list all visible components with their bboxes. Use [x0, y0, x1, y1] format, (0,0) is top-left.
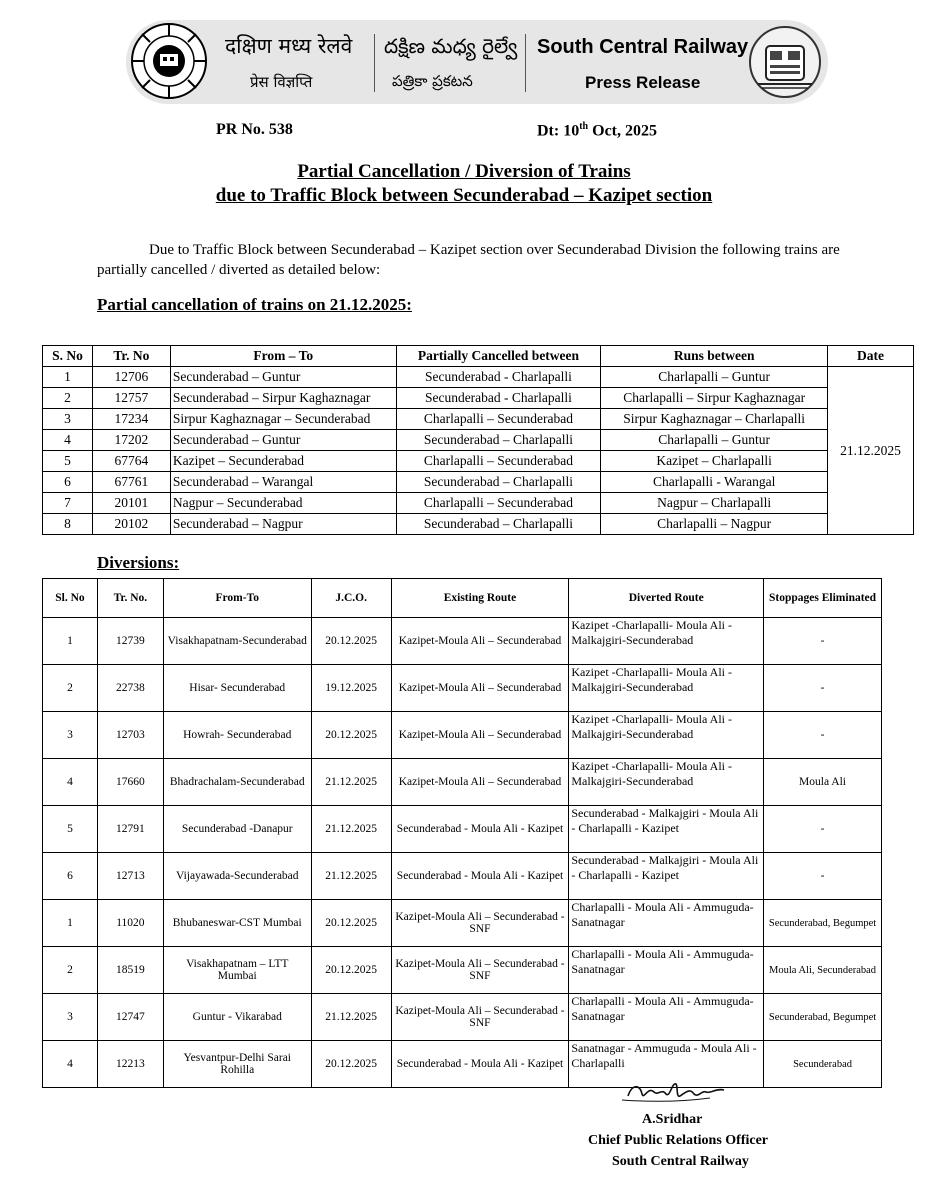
cell-train-no: 20101: [92, 493, 170, 514]
cell-diverted-route: Kazipet -Charlapalli- Moula Ali - Malkajgiri-Secunderabad: [569, 665, 764, 712]
cell-from-to: Hisar- Secunderabad: [163, 665, 311, 712]
cell-cancelled-between: Charlapalli – Secunderabad: [396, 493, 601, 514]
cell-diverted-route: Sanatnagar - Ammuguda - Moula Ali - Charlapalli: [569, 1041, 764, 1088]
cell-from-to: Kazipet – Secunderabad: [170, 451, 396, 472]
cell-diverted-route: Kazipet -Charlapalli- Moula Ali - Malkajgiri-Secunderabad: [569, 618, 764, 665]
col-header: S. No: [43, 346, 93, 367]
cell-existing-route: Secunderabad - Moula Ali - Kazipet: [391, 806, 569, 853]
cell-diverted-route: Charlapalli - Moula Ali - Ammuguda- Sanatnagar: [569, 900, 764, 947]
cell-sno: 6: [43, 853, 98, 900]
cell-train-no: 11020: [97, 900, 163, 947]
cell-stoppages: -: [764, 618, 882, 665]
cell-from-to: Secunderabad – Warangal: [170, 472, 396, 493]
cell-from-to: Howrah- Secunderabad: [163, 712, 311, 759]
table-row: [43, 409, 914, 430]
cell-sno: 8: [43, 514, 93, 535]
cell-runs-between: Charlapalli – Sirpur Kaghaznagar: [601, 388, 828, 409]
cell-stoppages: Secunderabad, Begumpet: [764, 994, 882, 1041]
table-header-row: [43, 346, 914, 367]
cell-from-to: Visakhapatnam – LTT Mumbai: [163, 947, 311, 994]
header-telugu-subtitle: పత్రికా ప్రకటన: [392, 72, 473, 90]
cell-stoppages: Moula Ali, Secunderabad: [764, 947, 882, 994]
cell-runs-between: Kazipet – Charlapalli: [601, 451, 828, 472]
cell-from-to: Guntur - Vikarabad: [163, 994, 311, 1041]
cell-jco: 20.12.2025: [311, 1041, 391, 1088]
cell-sno: 4: [43, 430, 93, 451]
cell-train-no: 12213: [97, 1041, 163, 1088]
cell-train-no: 12747: [97, 994, 163, 1041]
col-header: Tr. No: [92, 346, 170, 367]
cell-from-to: Vijayawada-Secunderabad: [163, 853, 311, 900]
cell-sno: 5: [43, 806, 98, 853]
cell-runs-between: Charlapalli - Warangal: [601, 472, 828, 493]
cell-jco: 20.12.2025: [311, 947, 391, 994]
cell-sno: 1: [43, 367, 93, 388]
cell-existing-route: Kazipet-Moula Ali – Secunderabad -SNF: [391, 994, 569, 1041]
cell-runs-between: Charlapalli – Nagpur: [601, 514, 828, 535]
table-row: [43, 900, 882, 947]
cancellation-heading: Partial cancellation of trains on 21.12.2025:: [97, 295, 412, 314]
cell-diverted-route: Charlapalli - Moula Ali - Ammuguda- Sanatnagar: [569, 947, 764, 994]
cell-stoppages: -: [764, 806, 882, 853]
cell-jco: 19.12.2025: [311, 665, 391, 712]
cell-train-no: 17660: [97, 759, 163, 806]
cell-jco: 20.12.2025: [311, 712, 391, 759]
col-header: Existing Route: [391, 579, 569, 618]
table-row: [43, 712, 882, 759]
cell-diverted-route: Secunderabad - Malkajgiri - Moula Ali - Charlapalli - Kazipet: [569, 806, 764, 853]
cell-cancelled-between: Charlapalli – Secunderabad: [396, 409, 601, 430]
cell-runs-between: Nagpur – Charlapalli: [601, 493, 828, 514]
cell-train-no: 12703: [97, 712, 163, 759]
col-header: Sl. No: [43, 579, 98, 618]
table-row: [43, 430, 914, 451]
press-release-number: PR No. 538: [216, 121, 293, 138]
col-header: Runs between: [601, 346, 828, 367]
header-english-subtitle: Press Release: [585, 73, 701, 92]
cell-train-no: 22738: [97, 665, 163, 712]
cell-stoppages: Secunderabad: [764, 1041, 882, 1088]
header-hindi-title: दक्षिण मध्य रेलवे: [225, 34, 353, 58]
table-row: [43, 618, 882, 665]
table-row: [43, 514, 914, 535]
cell-from-to: Visakhapatnam-Secunderabad: [163, 618, 311, 665]
cell-runs-between: Sirpur Kaghaznagar – Charlapalli: [601, 409, 828, 430]
table-row: [43, 806, 882, 853]
cell-jco: 21.12.2025: [311, 994, 391, 1041]
cell-train-no: 12706: [92, 367, 170, 388]
cell-train-no: 12713: [97, 853, 163, 900]
table-row: [43, 472, 914, 493]
cell-train-no: 12739: [97, 618, 163, 665]
page-title-line2: due to Traffic Block between Secunderabad – Kazipet section: [215, 185, 713, 206]
cell-cancelled-between: Secunderabad – Charlapalli: [396, 514, 601, 535]
table-row: [43, 388, 914, 409]
cell-sno: 3: [43, 712, 98, 759]
col-header: From – To: [170, 346, 396, 367]
table-row: [43, 853, 882, 900]
cell-jco: 21.12.2025: [311, 759, 391, 806]
cell-train-no: 12791: [97, 806, 163, 853]
table-row: [43, 665, 882, 712]
cell-sno: 5: [43, 451, 93, 472]
cell-train-no: 12757: [92, 388, 170, 409]
cell-cancelled-between: Secunderabad - Charlapalli: [396, 367, 601, 388]
table-row: [43, 1041, 882, 1088]
page-title-line1: Partial Cancellation / Diversion of Trains: [297, 161, 631, 182]
cell-train-no: 18519: [97, 947, 163, 994]
cell-jco: 20.12.2025: [311, 900, 391, 947]
cell-diverted-route: Secunderabad - Malkajgiri - Moula Ali - Charlapalli - Kazipet: [569, 853, 764, 900]
col-header: Partially Cancelled between: [396, 346, 601, 367]
cell-existing-route: Secunderabad - Moula Ali - Kazipet: [391, 1041, 569, 1088]
col-header: Tr. No.: [97, 579, 163, 618]
header-telugu-title: దక్షిణ మధ్య రైల్వే: [384, 34, 518, 58]
table-row: [43, 994, 882, 1041]
cell-sno: 2: [43, 665, 98, 712]
cell-jco: 21.12.2025: [311, 853, 391, 900]
cell-stoppages: Moula Ali: [764, 759, 882, 806]
cell-train-no: 67764: [92, 451, 170, 472]
cell-sno: 4: [43, 759, 98, 806]
diversions-heading: Diversions:: [97, 553, 180, 572]
cell-jco: 21.12.2025: [311, 806, 391, 853]
handwritten-signature: [620, 1076, 730, 1104]
cell-diverted-route: Kazipet -Charlapalli- Moula Ali - Malkajgiri-Secunderabad: [569, 759, 764, 806]
cell-sno: 1: [43, 900, 98, 947]
cell-train-no: 67761: [92, 472, 170, 493]
cell-from-to: Secunderabad – Sirpur Kaghaznagar: [170, 388, 396, 409]
header-divider: [374, 34, 375, 92]
signatory-designation: Chief Public Relations Officer: [588, 1133, 769, 1148]
diversions-table: [42, 578, 882, 1088]
cell-existing-route: Kazipet-Moula Ali – Secunderabad: [391, 759, 569, 806]
cell-from-to: Bhadrachalam-Secunderabad: [163, 759, 311, 806]
cell-from-to: Secunderabad -Danapur: [163, 806, 311, 853]
cell-cancelled-between: Secunderabad – Charlapalli: [396, 430, 601, 451]
cell-date: 21.12.2025: [828, 367, 914, 535]
cell-from-to: Secunderabad – Guntur: [170, 430, 396, 451]
intro-paragraph: Due to Traffic Block between Secunderabad – Kazipet section over Secunderabad Division the following trains are partially cancelled / diverted as detailed below:: [97, 242, 840, 278]
col-header: From-To: [163, 579, 311, 618]
cell-sno: 7: [43, 493, 93, 514]
cell-from-to: Secunderabad – Nagpur: [170, 514, 396, 535]
signatory-name: A.Sridhar: [642, 1112, 703, 1127]
signatory-organization: South Central Railway: [612, 1154, 749, 1169]
cell-sno: 2: [43, 388, 93, 409]
cell-train-no: 17234: [92, 409, 170, 430]
cell-sno: 4: [43, 1041, 98, 1088]
press-release-date: Dt: 10th Oct, 2025: [537, 121, 657, 140]
cell-from-to: Sirpur Kaghaznagar – Secunderabad: [170, 409, 396, 430]
table-header-row: [43, 579, 882, 618]
cell-diverted-route: Charlapalli - Moula Ali - Ammuguda- Sanatnagar: [569, 994, 764, 1041]
header-hindi-subtitle: प्रेस विज्ञप्ति: [250, 73, 313, 91]
cell-stoppages: Secunderabad, Begumpet: [764, 900, 882, 947]
header-english-title: South Central Railway: [537, 36, 749, 58]
cell-existing-route: Secunderabad - Moula Ali - Kazipet: [391, 853, 569, 900]
cell-from-to: Bhubaneswar-CST Mumbai: [163, 900, 311, 947]
cell-sno: 6: [43, 472, 93, 493]
col-header: Date: [828, 346, 914, 367]
cell-existing-route: Kazipet-Moula Ali – Secunderabad -SNF: [391, 900, 569, 947]
cell-cancelled-between: Secunderabad – Charlapalli: [396, 472, 601, 493]
col-header: Stoppages Eliminated: [764, 579, 882, 618]
header-divider: [525, 34, 526, 92]
table-row: [43, 451, 914, 472]
cell-cancelled-between: Secunderabad - Charlapalli: [396, 388, 601, 409]
cell-stoppages: -: [764, 853, 882, 900]
cell-sno: 3: [43, 409, 93, 430]
col-header: Diverted Route: [569, 579, 764, 618]
cell-existing-route: Kazipet-Moula Ali – Secunderabad: [391, 618, 569, 665]
cell-existing-route: Kazipet-Moula Ali – Secunderabad: [391, 712, 569, 759]
indian-railways-logo: [130, 22, 208, 100]
cell-existing-route: Kazipet-Moula Ali – Secunderabad -SNF: [391, 947, 569, 994]
cell-runs-between: Charlapalli – Guntur: [601, 430, 828, 451]
cell-sno: 2: [43, 947, 98, 994]
cell-from-to: Nagpur – Secunderabad: [170, 493, 396, 514]
cell-cancelled-between: Charlapalli – Secunderabad: [396, 451, 601, 472]
cell-runs-between: Charlapalli – Guntur: [601, 367, 828, 388]
cell-sno: 1: [43, 618, 98, 665]
cell-stoppages: -: [764, 712, 882, 759]
table-row: [43, 493, 914, 514]
cell-existing-route: Kazipet-Moula Ali – Secunderabad: [391, 665, 569, 712]
cell-from-to: Yesvantpur-Delhi Sarai Rohilla: [163, 1041, 311, 1088]
table-row: [43, 367, 914, 388]
cancellation-table: [42, 345, 914, 535]
cell-sno: 3: [43, 994, 98, 1041]
cell-train-no: 20102: [92, 514, 170, 535]
table-row: [43, 947, 882, 994]
cell-jco: 20.12.2025: [311, 618, 391, 665]
cell-stoppages: -: [764, 665, 882, 712]
locomotive-icon: [748, 24, 822, 100]
cell-diverted-route: Kazipet -Charlapalli- Moula Ali - Malkajgiri-Secunderabad: [569, 712, 764, 759]
cell-train-no: 17202: [92, 430, 170, 451]
table-row: [43, 759, 882, 806]
col-header: J.C.O.: [311, 579, 391, 618]
cell-from-to: Secunderabad – Guntur: [170, 367, 396, 388]
